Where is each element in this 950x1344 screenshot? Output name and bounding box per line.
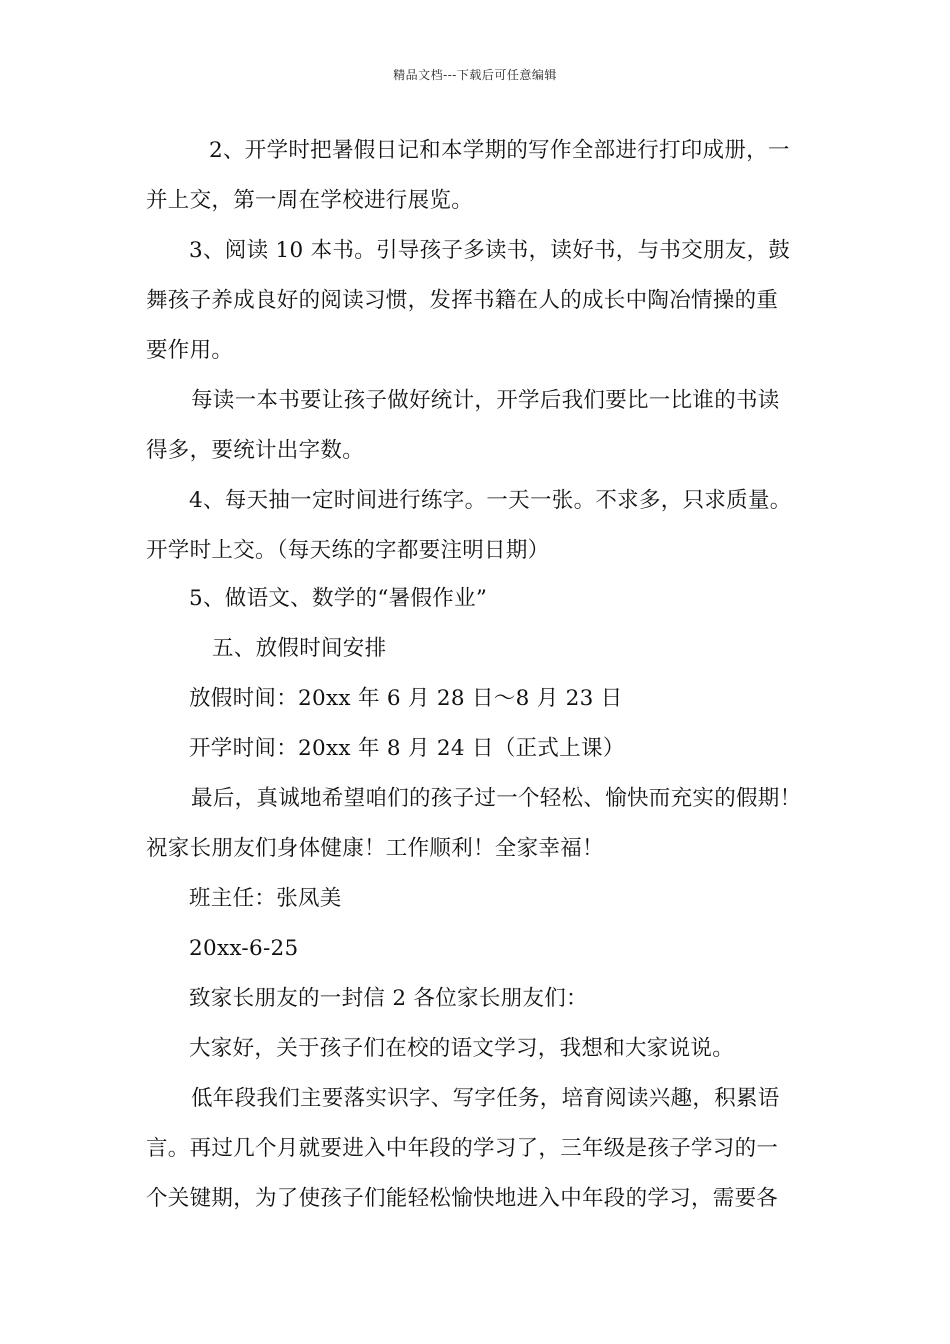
page-header: 精品文档---下载后可任意编辑: [393, 68, 557, 82]
paragraph-line: 3、阅读 10 本书。引导孩子多读书，读好书，与书交朋友，鼓: [189, 238, 791, 263]
paragraph-line: 低年段我们主要落实识字、写字任务，培育阅读兴趣，积累语: [191, 1086, 780, 1111]
paragraph-line: 最后，真诚地希望咱们的孩子过一个轻松、愉快而充实的假期！: [191, 786, 802, 811]
paragraph-line: 开学时间：20xx 年 8 月 24 日（正式上课）: [189, 736, 625, 761]
section-heading: 五、放假时间安排: [212, 636, 387, 661]
paragraph-line: 并上交，第一周在学校进行展览。: [146, 188, 474, 213]
paragraph-line: 4、每天抽一定时间进行练字。一天一张。不求多，只求质量。: [189, 488, 792, 513]
paragraph-line: 言。再过几个月就要进入中年段的学习了，三年级是孩子学习的一: [146, 1136, 779, 1161]
letter-title: 致家长朋友的一封信 2 各位家长朋友们：: [189, 986, 588, 1011]
paragraph-line: 个关键期，为了使孩子们能轻松愉快地进入中年段的学习，需要各: [146, 1186, 779, 1211]
signature-line: 班主任：张凤美: [189, 886, 342, 911]
paragraph-line: 2、开学时把暑假日记和本学期的写作全部进行打印成册，一: [209, 138, 790, 163]
paragraph-line: 放假时间：20xx 年 6 月 28 日～8 月 23 日: [189, 686, 623, 711]
paragraph-line: 要作用。: [146, 338, 234, 363]
date-line: 20xx-6-25: [189, 936, 299, 961]
paragraph-line: 每读一本书要让孩子做好统计，开学后我们要比一比谁的书读: [191, 388, 780, 413]
paragraph-line: 舞孩子养成良好的阅读习惯，发挥书籍在人的成长中陶冶情操的重: [146, 288, 779, 313]
paragraph-line: 5、做语文、数学的“暑假作业”: [189, 586, 488, 611]
paragraph-line: 得多，要统计出字数。: [146, 438, 365, 463]
paragraph-line: 开学时上交。（每天练的字都要注明日期）: [146, 538, 550, 563]
paragraph-line: 祝家长朋友们身体健康！工作顺利！全家幸福！: [146, 836, 604, 861]
paragraph-line: 大家好，关于孩子们在校的语文学习，我想和大家说说。: [189, 1036, 735, 1061]
